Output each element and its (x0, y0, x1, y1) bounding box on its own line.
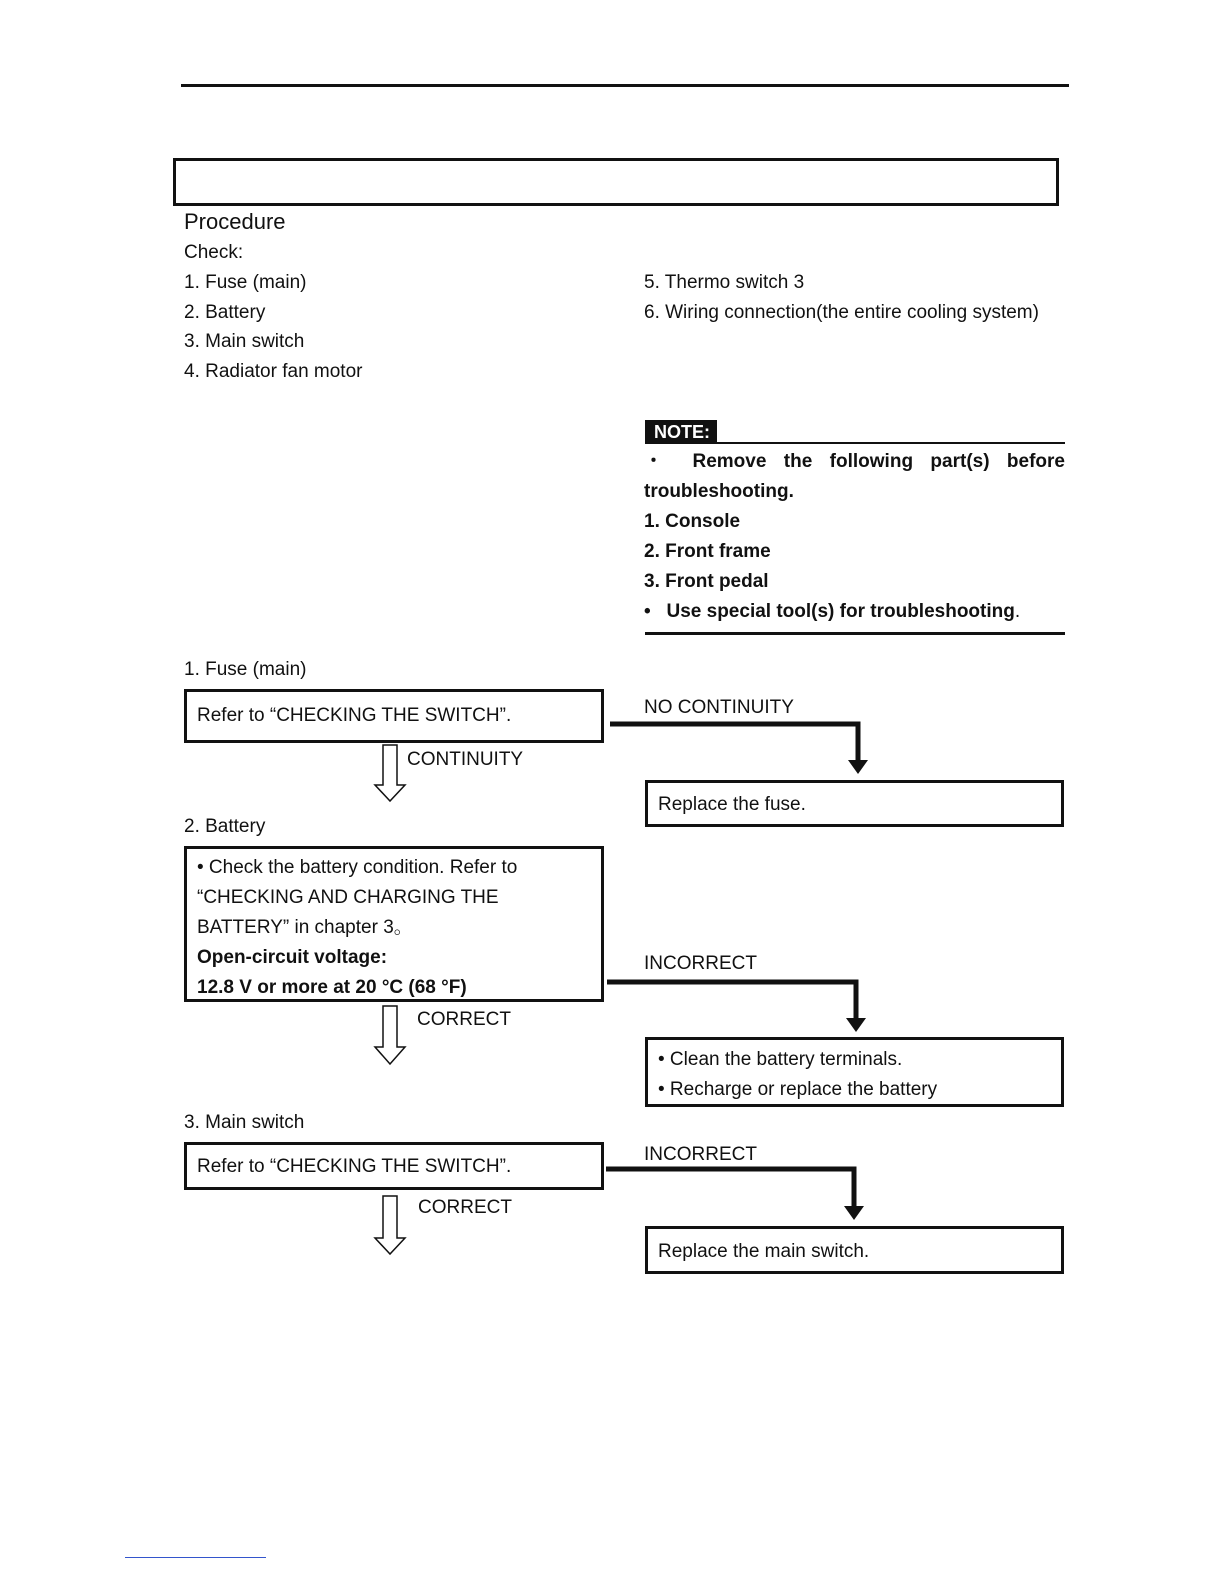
note-part-1: 1. Console (644, 511, 741, 532)
step-battery-result-line-1: • Clean the battery terminals. (658, 1049, 903, 1070)
note-bullet-1-prefix: ・ (644, 451, 676, 472)
step-main-switch-down-label: CORRECT (418, 1197, 512, 1218)
step-main-switch-result-text: Replace the main switch. (658, 1241, 870, 1262)
step-main-switch-box-text: Refer to “CHECKING THE SWITCH”. (197, 1156, 512, 1177)
step-fuse-side-label: NO CONTINUITY (644, 697, 794, 718)
note-part-2: 2. Front frame (644, 541, 771, 562)
step-battery-spec-label: Open-circuit voltage: (197, 947, 388, 968)
note-tag-colon: : (704, 422, 711, 442)
check-item-2: 2. Battery (184, 302, 266, 323)
step-battery-spec-value: 12.8 V or more at 20 °C (68 °F) (197, 977, 467, 998)
note-bullet-2-prefix: • (644, 601, 651, 622)
step-battery-line-2: “CHECKING AND CHARGING THE (197, 887, 499, 908)
step-battery-line-3: BATTERY” in chapter 3。 (197, 917, 413, 938)
step-main-switch-label: 3. Main switch (184, 1112, 305, 1133)
step-fuse-result-text: Replace the fuse. (658, 794, 806, 815)
check-label: Check: (184, 242, 244, 263)
check-item-3: 3. Main switch (184, 331, 305, 352)
note-bullet-2-text: Use special tool(s) for troubleshooting (666, 601, 1015, 622)
step-main-switch-side-label: INCORRECT (644, 1144, 757, 1165)
side-arrow-battery (607, 982, 866, 1032)
check-item-6: 6. Wiring connection(the entire cooling system) (644, 302, 1039, 323)
check-item-4: 4. Radiator fan motor (184, 361, 363, 382)
side-arrow-main-switch (606, 1169, 864, 1220)
footer-link-underline (125, 1557, 266, 1558)
side-arrow-fuse (610, 724, 868, 774)
procedure-heading: Procedure (184, 209, 286, 234)
step-battery-down-label: CORRECT (417, 1009, 511, 1030)
step-fuse-label: 1. Fuse (main) (184, 659, 307, 680)
note-bullet-2-suffix: . (1014, 601, 1021, 622)
step-fuse-box-text: Refer to “CHECKING THE SWITCH”. (197, 705, 512, 726)
note-bullet-1-text: Remove the following part(s) before (692, 451, 1065, 472)
down-arrow-fuse (375, 745, 405, 801)
down-arrow-main-switch (375, 1196, 405, 1254)
check-item-5: 5. Thermo switch 3 (644, 272, 805, 293)
step-battery-line-1: • Check the battery condition. Refer to (197, 857, 518, 878)
step-battery-result-line-2: • Recharge or replace the battery (658, 1079, 938, 1100)
note-bullet-1-cont: troubleshooting. (644, 481, 794, 502)
step-battery-label: 2. Battery (184, 816, 266, 837)
down-arrow-battery (375, 1006, 405, 1064)
note-part-3: 3. Front pedal (644, 571, 769, 592)
step-fuse-down-label: CONTINUITY (407, 749, 524, 770)
note-tag-text: NOTE (654, 422, 705, 442)
check-item-1: 1. Fuse (main) (184, 272, 307, 293)
step-battery-side-label: INCORRECT (644, 953, 757, 974)
